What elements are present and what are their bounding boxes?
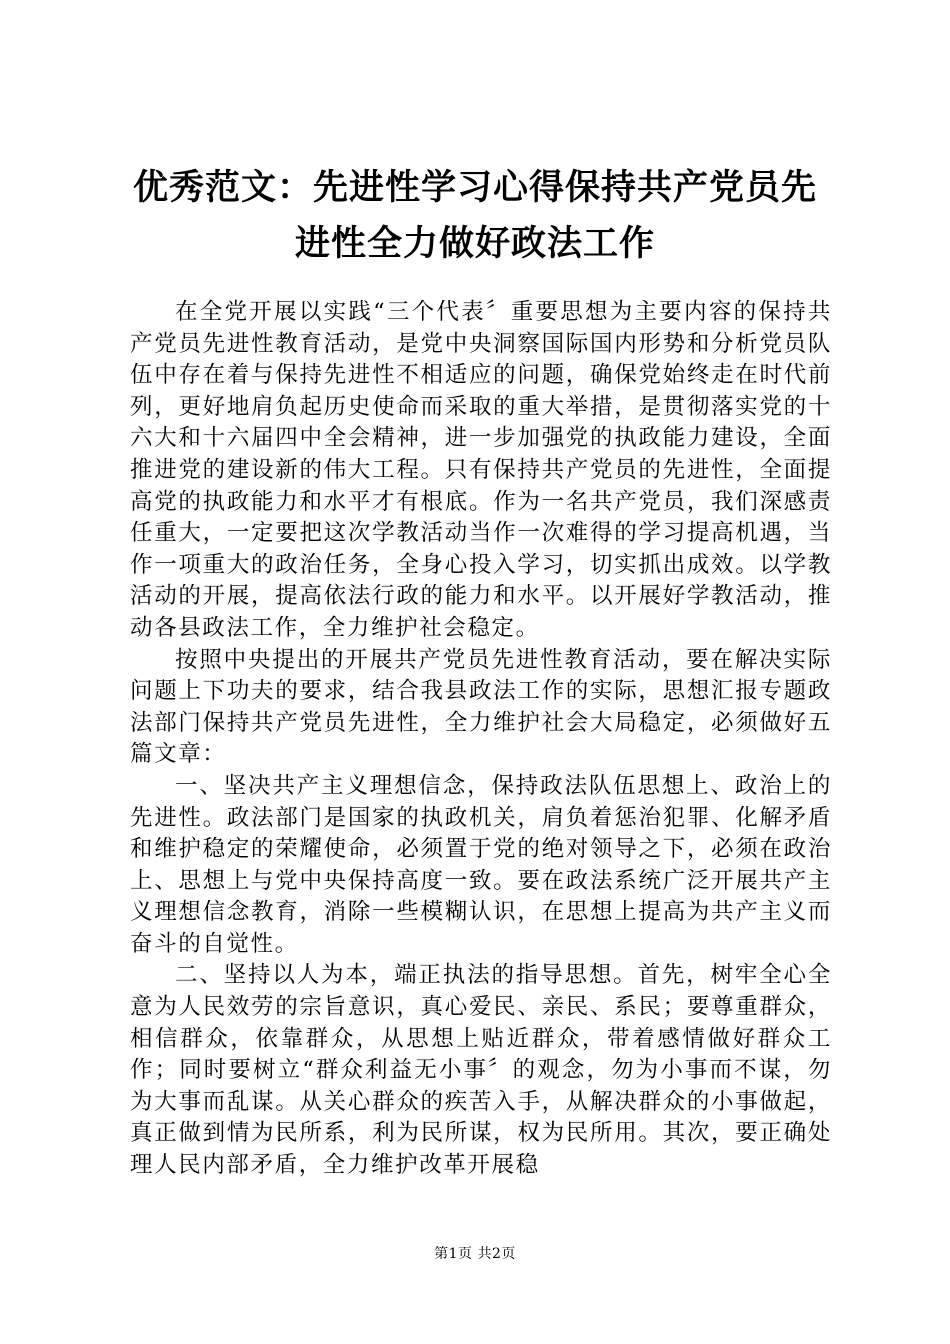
paragraph-requirements: 按照中央提出的开展共产党员先进性教育活动，要在解决实际问题上下功夫的要求，结合我县政法工作的实际，思想汇报专题政法部门保持共产党员先进性，全力维护社会大局稳定，必须做好五篇文章： [130,646,832,768]
paragraph-point-two: 二、坚持以人为本，端正执法的指导思想。首先，树牢全心全意为人民效劳的宗旨意识，真心爱民、亲民、系民；要尊重群众，相信群众，依靠群众，从思想上贴近群众，带着感情做好群众工作；同时要树立“群众利益无小事〞的观念，勿为小事而不谋，勿为大事而乱谋。从关心群众的疾苦入手，从解决群众的小事做起，真正做到情为民所系，利为民所谋，权为民所用。其次，要正确处理人民内部矛盾，全力维护改革开展稳 [130,962,832,1179]
document-title: 优秀范文：先进性学习心得保持共产党员先进性全力做好政法工作 [132,168,817,264]
paragraph-intro: 在全党开展以实践“三个代表〞重要思想为主要内容的保持共产党员先进性教育活动，是党中央洞察国际国内形势和分析党员队伍中存在着与保持先进性不相适应的问题，确保党始终走在时代前列，更好地肩负起历史使命而采取的重大举措，是贯彻落实党的十六大和十六届四中全会精神，进一步加强党的执政能力建设，全面推进党的建设新的伟大工程。只有保持共产党员的先进性，全面提高党的执政能力和水平才有根底。作为一名共产党员，我们深感责任重大，一定要把这次学教活动当作一次难得的学习提高机遇，当作一项重大的政治任务，全身心投入学习，切实抓出成效。以学教活动的开展，提高依法行政的能力和水平。以开展好学教活动，推动各县政法工作，全力维护社会稳定。 [130,299,832,641]
paragraph-point-one: 一、坚决共产主义理想信念，保持政法队伍思想上、政治上的先进性。政法部门是国家的执政机关，肩负着惩治犯罪、化解矛盾和维护稳定的荣耀使命，必须置于党的绝对领导之下，必须在政治上、思想上与党中央保持高度一致。要在政法系统广泛开展共产主义理想信念教育，消除一些模糊认识，在思想上提高为共产主义而奋斗的自觉性。 [130,772,832,957]
page-number-footer: 第1页 共2页 [434,1246,516,1262]
document-body [130,297,832,1182]
